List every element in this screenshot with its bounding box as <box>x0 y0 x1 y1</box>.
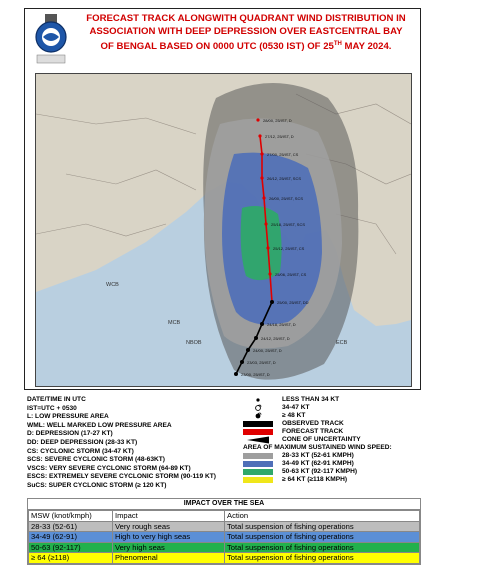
table-row <box>29 542 420 553</box>
legend-line: VSCS: VERY SEVERE CYCLONIC STORM (64-89 KT) <box>27 464 191 472</box>
action-cell: Total suspension of fishing operations <box>225 553 420 564</box>
track-point-label: 25/00, 25/IST, DD <box>277 300 309 305</box>
track-point <box>264 222 267 225</box>
impact-table-panel <box>27 498 421 565</box>
wind-area-heading: AREA OF MAXIMUM SUSTAINED WIND SPEED: <box>243 444 392 451</box>
legend-line: ESCS: EXTREMELY SEVERE CYCLONIC STORM (90-119 KT) <box>27 473 216 481</box>
msw-cell: 34-49 (62-91) <box>29 532 113 543</box>
column-header: Action <box>225 511 420 522</box>
impact-cell: Very rough seas <box>113 521 225 532</box>
wind-band-50-63 <box>241 206 282 280</box>
legend-band: 34-49 KT (62-91 KMPH) <box>243 460 423 468</box>
region-label: WCB <box>106 282 119 288</box>
action-cell: Total suspension of fishing operations <box>225 542 420 553</box>
track-point <box>240 360 244 364</box>
legend-band: ≥ 64 KT (≥118 KMPH) <box>243 476 423 484</box>
region-label: ECB <box>336 340 348 346</box>
track-point-label: 26/00, 25/IST, SCS <box>269 196 304 201</box>
table-header-row <box>29 511 420 522</box>
track-point <box>262 196 265 199</box>
legend-34-47: 34-47 KT <box>243 404 423 412</box>
legend-lt34: LESS THAN 34 KT <box>243 396 423 404</box>
action-cell: Total suspension of fishing operations <box>225 532 420 543</box>
track-point-label: 27/00, 25/IST, CS <box>267 152 299 157</box>
track-point-label: 26/12, 25/IST, SCS <box>267 176 302 181</box>
legend-observed: OBSERVED TRACK <box>243 420 423 428</box>
legend-line: D: DEPRESSION (17-27 KT) <box>27 430 113 438</box>
track-point <box>266 246 269 249</box>
legend-line: SuCS: SUPER CYCLONIC STORM (≥ 120 KT) <box>27 481 167 489</box>
track-point <box>258 134 261 137</box>
map-canvas <box>36 74 411 386</box>
legend-forecast: FORECAST TRACK <box>243 428 423 436</box>
track-point-label: 28/00, 25/IST, D <box>263 118 292 123</box>
msw-cell: 28-33 (52-61) <box>29 521 113 532</box>
legend-line: L: LOW PRESSURE AREA <box>27 413 109 421</box>
action-cell: Total suspension of fishing operations <box>225 521 420 532</box>
legend-ge48: ≥ 48 KT <box>243 412 423 420</box>
msw-cell: 50-63 (92-117) <box>29 542 113 553</box>
impact-cell: Very high seas <box>113 542 225 553</box>
band-swatch <box>243 461 273 467</box>
region-label: MCB <box>168 320 181 326</box>
forecast-figure <box>24 8 421 390</box>
symbol-legend <box>243 396 423 484</box>
track-point <box>268 272 271 275</box>
track-point <box>270 300 274 304</box>
table-row <box>29 532 420 543</box>
track-point-label: 25/18, 25/IST, SCS <box>271 222 306 227</box>
impact-title: IMPACT OVER THE SEA <box>28 499 420 510</box>
track-point <box>246 348 250 352</box>
legend-line: CS: CYCLONIC STORM (34-47 KT) <box>27 447 134 455</box>
track-point <box>260 152 263 155</box>
legend-line: WML: WELL MARKED LOW PRESSURE AREA <box>27 421 172 429</box>
table-row <box>29 521 420 532</box>
track-point <box>256 118 259 121</box>
legend-line: IST=UTC + 0530 <box>27 404 77 412</box>
abbreviation-legend <box>27 396 216 491</box>
legend-band: 50-63 KT (92-117 KMPH) <box>243 468 423 476</box>
column-header: Impact <box>113 511 225 522</box>
forecast-map <box>35 73 412 387</box>
cyclone-open-icon <box>243 404 273 412</box>
column-header: MSW (knot/kmph) <box>29 511 113 522</box>
track-point-label: 24/12, 25/IST, D <box>261 336 290 341</box>
legend <box>27 396 419 489</box>
impact-table <box>28 510 420 564</box>
legend-cone: CONE OF UNCERTAINTY <box>243 436 423 444</box>
track-point-label: 25/06, 25/IST, CS <box>275 272 307 277</box>
track-point-label: 23/03, 25/IST, D <box>247 360 276 365</box>
forecast-track-swatch <box>243 429 273 435</box>
small-dot-icon <box>243 396 273 404</box>
cyclone-filled-icon <box>243 412 273 420</box>
impact-cell: High to very high seas <box>113 532 225 543</box>
band-swatch <box>243 477 273 483</box>
legend-band: 28-33 KT (52-61 KMPH) <box>243 452 423 460</box>
track-point <box>260 176 263 179</box>
track-point-label: 23/00, 25/IST, D <box>241 372 270 377</box>
track-point <box>260 322 264 326</box>
legend-line: DATE/TIME IN UTC <box>27 396 86 403</box>
msw-cell: ≥ 64 (≥118) <box>29 553 113 564</box>
band-swatch <box>243 453 273 459</box>
legend-line: SCS: SEVERE CYCLONIC STORM (48-63KT) <box>27 456 166 464</box>
track-point <box>234 372 238 376</box>
region-label: NBOB <box>186 340 202 346</box>
track-point <box>254 336 258 340</box>
impact-cell: Phenomenal <box>113 553 225 564</box>
track-point-label: 25/12, 25/IST, CS <box>273 246 305 251</box>
map-title: FORECAST TRACK ALONGWITH QUADRANT WIND DISTRIBUTION IN ASSOCIATION WITH DEEP DEPRESSION OVER EASTCENTRAL BAY OF BENGAL BASED ON 0000 UTC (0530 IST) OF 25TH MAY 2024. <box>86 13 406 53</box>
track-point-label: 24/00, 25/IST, D <box>253 348 282 353</box>
track-point-label: 27/12, 25/IST, D <box>265 134 294 139</box>
cone-icon <box>243 436 273 444</box>
track-point-label: 24/18, 25/IST, D <box>267 322 296 327</box>
table-row <box>29 553 420 564</box>
imd-logo-icon <box>31 13 71 67</box>
observed-track-swatch <box>243 421 273 427</box>
legend-line: DD: DEEP DEPRESSION (28-33 KT) <box>27 438 138 446</box>
band-swatch <box>243 469 273 475</box>
